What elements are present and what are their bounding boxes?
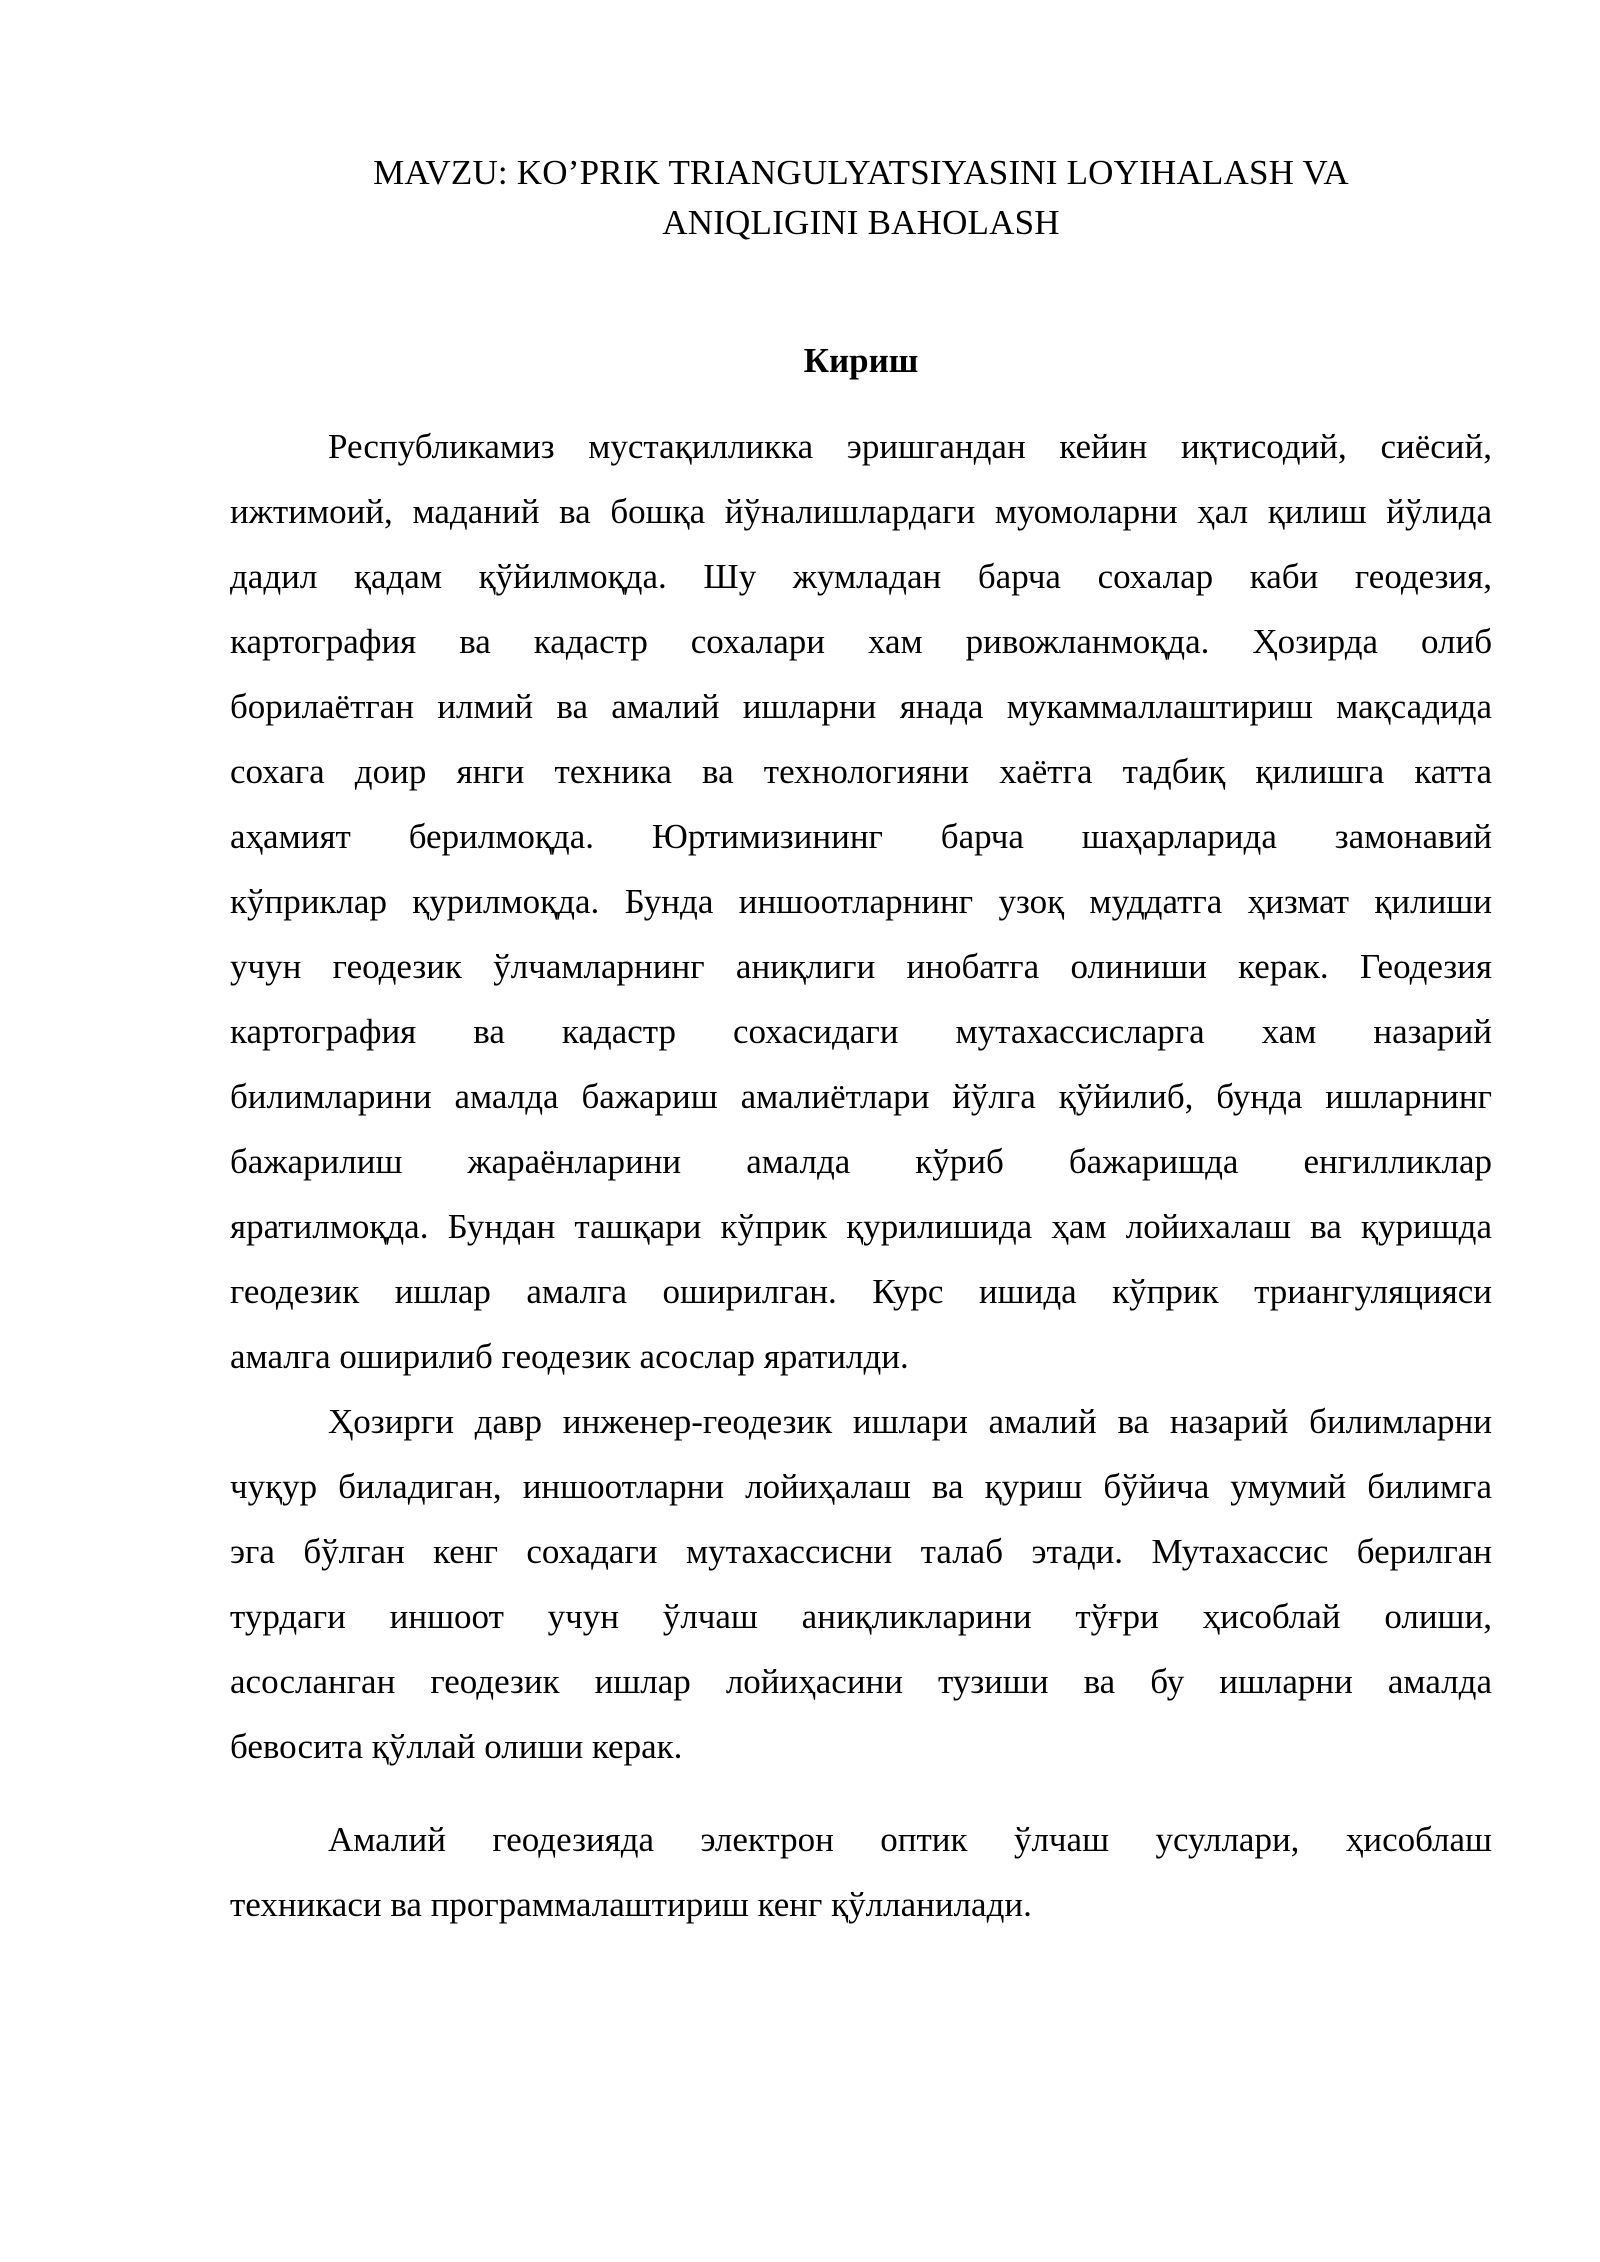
paragraph-1-line: Республикамиз мустақилликка эришгандан кейин иқтисодий, сиёсий,	[328, 427, 1492, 466]
paragraph-2-line: эга бўлган кенг сохадаги мутахассисни талаб этади. Мутахассис берилган	[230, 1532, 1492, 1571]
paragraph-1-line: дадил қадам қўйилмоқда. Шу жумладан барча сохалар каби геодезия,	[230, 557, 1492, 596]
section-heading: Кириш	[803, 341, 919, 380]
paragraph-3	[230, 1807, 1492, 1937]
title-line-2: ANIQLIGINI BAHOLASH	[662, 203, 1060, 242]
paragraph-2-line: бевосита қўллай олиши керак.	[230, 1727, 683, 1766]
paragraph-3-line: Амалий геодезияда электрон оптик ўлчаш усуллари, ҳисоблаш	[328, 1820, 1492, 1859]
paragraph-1-line: аҳамият берилмоқда. Юртимизининг барча шаҳарларида замонавий	[230, 817, 1492, 856]
paragraph-1-line: картография ва кадастр сохалари хам ривожланмоқда. Ҳозирда олиб	[230, 622, 1492, 661]
paragraph-2-line: турдаги иншоот учун ўлчаш аниқликларини тўғри ҳисоблай олиши,	[230, 1597, 1492, 1636]
paragraph-2-line: Ҳозирги давр инженер-геодезик ишлари амалий ва назарий билимларни	[328, 1402, 1492, 1441]
paragraph-1-line: борилаётган илмий ва амалий ишларни янада мукаммаллаштириш мақсадида	[230, 687, 1492, 726]
paragraph-1-line: билимларини амалда бажариш амалиётлари йўлга қўйилиб, бунда ишларнинг	[230, 1077, 1492, 1116]
paragraph-2	[230, 1389, 1492, 1779]
paragraph-1-line: ижтимоий, маданий ва бошқа йўналишлардаги муомоларни ҳал қилиш йўлида	[230, 492, 1492, 531]
paragraph-1-line: картография ва кадастр сохасидаги мутахассисларга хам назарий	[230, 1012, 1492, 1051]
paragraph-1-line: кўприклар қурилмоқда. Бунда иншоотларнинг узоқ муддатга ҳизмат қилиши	[230, 882, 1492, 921]
paragraph-1-line: яратилмоқда. Бундан ташқари кўприк қурилишида ҳам лойихалаш ва қуришда	[230, 1207, 1492, 1246]
title-line-1: MAVZU: KO’PRIK TRIANGULYATSIYASINI LOYIHALASH VA	[373, 153, 1349, 192]
paragraph-1-line: амалга оширилиб геодезик асослар яратилди.	[230, 1337, 909, 1376]
paragraph-3-line: техникаси ва программалаштириш кенг қўлланилади.	[230, 1885, 1032, 1924]
paragraph-1-line: бажарилиш жараёнларини амалда кўриб бажаришда енгилликлар	[230, 1142, 1492, 1181]
paragraph-1-line: геодезик ишлар амалга оширилган. Курс ишида кўприк триангуляцияси	[230, 1272, 1492, 1311]
paragraph-1-line: учун геодезик ўлчамларнинг аниқлиги инобатга олиниши керак. Геодезия	[230, 947, 1492, 986]
paragraph-2-line: асосланган геодезик ишлар лойиҳасини тузиши ва бу ишларни амалда	[230, 1662, 1492, 1701]
paragraph-1	[230, 414, 1492, 1389]
paragraph-1-line: сохага доир янги техника ва технологияни хаётга тадбиқ қилишга катта	[230, 752, 1492, 791]
paragraph-2-line: чуқур биладиган, иншоотларни лойиҳалаш ва қуриш бўйича умумий билимга	[230, 1467, 1492, 1506]
document-title	[230, 148, 1492, 248]
